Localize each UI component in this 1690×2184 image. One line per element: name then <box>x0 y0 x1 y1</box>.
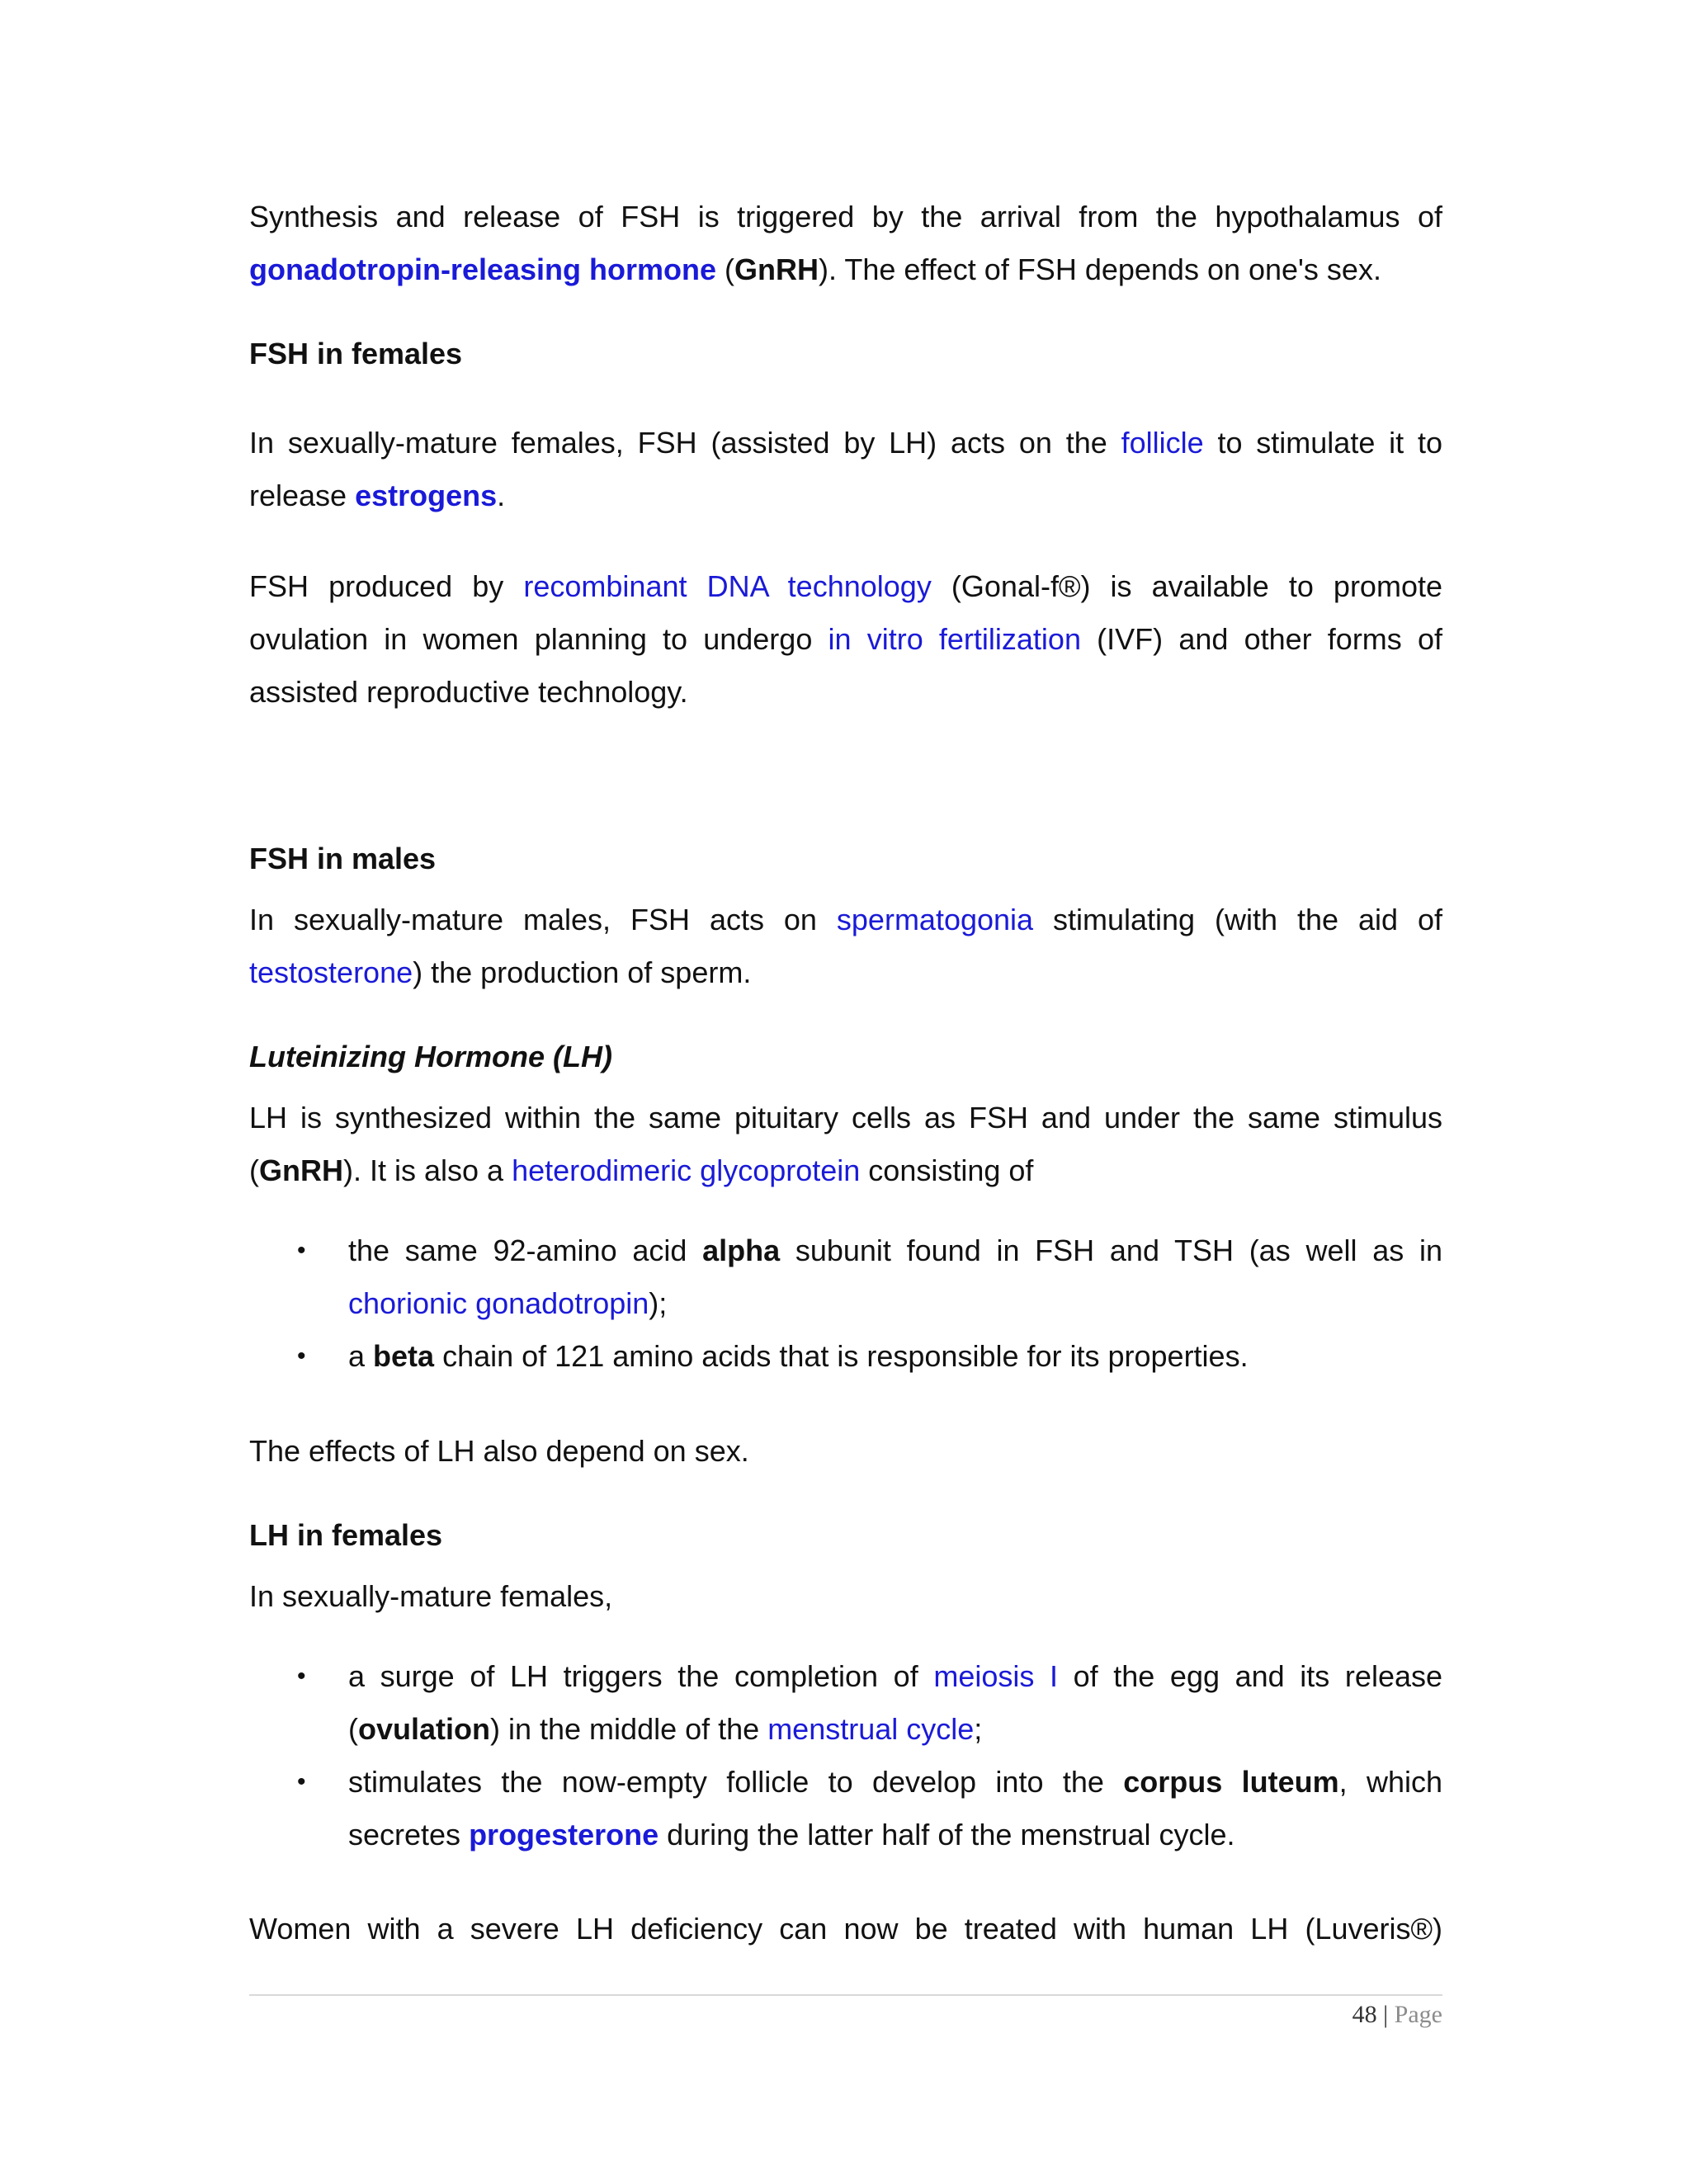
link-progesterone[interactable]: progesterone <box>469 1818 659 1851</box>
text: , which secretes <box>348 1765 1443 1851</box>
text: FSH produced by <box>249 569 524 603</box>
bullet-icon: • <box>297 1663 306 1690</box>
list-item-text <box>348 1224 1442 1330</box>
link-in-vitro-fertilization[interactable]: in vitro fertilization <box>828 622 1081 656</box>
heading-fsh-in-males: FSH in males <box>249 842 437 875</box>
document-page <box>249 0 1442 2184</box>
link-gonadotropin-releasing-hormone[interactable]: gonadotropin-releasing hormone <box>249 252 717 286</box>
link-recombinant-dna-technology[interactable]: recombinant DNA technology <box>523 569 932 603</box>
list-item-text <box>348 1650 1442 1756</box>
bullet-icon: • <box>297 1768 306 1795</box>
text: LH is synthesized within the same pituitary cells as FSH and under the same stimulus ( <box>249 1101 1442 1187</box>
text: (Gonal-f®) is available to promote ovulation in women planning to undergo <box>249 569 1442 656</box>
paragraph-recombinant-fsh <box>249 560 1442 719</box>
text: a <box>348 1339 374 1373</box>
bold-alpha: alpha <box>702 1234 781 1267</box>
bold-ovulation: ovulation <box>358 1712 490 1746</box>
bold-gnrh: GnRH <box>734 252 819 286</box>
paragraph-lh-deficiency: Women with a severe LH deficiency can now be treated with human LH (Luveris®) <box>249 1912 1442 1946</box>
list-item-text <box>348 1756 1442 1861</box>
list-item-text <box>348 1330 1442 1383</box>
text: to stimulate it to release <box>249 426 1443 512</box>
page-footer <box>1352 1997 1442 2033</box>
page-label: Page <box>1394 2001 1442 2028</box>
text: . <box>497 479 506 512</box>
bold-beta: beta <box>373 1339 435 1373</box>
paragraph-fsh-females <box>249 417 1442 522</box>
paragraph-lh-synthesis <box>249 1092 1442 1197</box>
page-number: 48 <box>1352 2001 1377 2028</box>
text: stimulates the now-empty follicle to develop into the <box>348 1765 1124 1799</box>
text: ). The effect of FSH depends on one's sex. <box>819 252 1381 286</box>
text: (IVF) and other forms of assisted reproductive technology. <box>249 622 1443 709</box>
text: In sexually-mature males, FSH acts on <box>249 903 837 936</box>
bullet-icon: • <box>297 1237 306 1264</box>
footer-divider <box>249 1994 1442 1996</box>
text: ); <box>649 1286 668 1320</box>
footer-separator: | <box>1376 2001 1395 2028</box>
link-testosterone[interactable]: testosterone <box>249 955 413 989</box>
text: ). It is also a <box>343 1153 512 1187</box>
link-heterodimeric-glycoprotein[interactable]: heterodimeric glycoprotein <box>512 1153 861 1187</box>
bullet-icon: • <box>297 1342 306 1370</box>
link-chorionic-gonadotropin[interactable]: chorionic gonadotropin <box>348 1286 649 1320</box>
paragraph-fsh-synthesis <box>249 191 1442 296</box>
paragraph-fsh-males <box>249 894 1442 999</box>
text: ) in the middle of the <box>490 1712 768 1746</box>
text: In sexually-mature females, FSH (assisted by LH) acts on the <box>249 426 1121 460</box>
text: of the egg and its release ( <box>348 1659 1443 1746</box>
link-follicle[interactable]: follicle <box>1121 426 1204 460</box>
text: subunit found in FSH and TSH (as well as in <box>780 1234 1442 1267</box>
text: the same 92-amino acid <box>348 1234 703 1267</box>
text: a surge of LH triggers the completion of <box>348 1659 934 1693</box>
text: stimulating (with the aid of <box>1033 903 1442 936</box>
text: chain of 121 amino acids that is responsible for its properties. <box>434 1339 1249 1373</box>
heading-luteinizing-hormone: Luteinizing Hormone (LH) <box>249 1040 612 1073</box>
heading-fsh-in-females: FSH in females <box>249 337 463 370</box>
link-estrogens[interactable]: estrogens <box>355 479 498 512</box>
text: ( <box>716 252 735 286</box>
link-meiosis-i[interactable]: meiosis I <box>933 1659 1058 1693</box>
link-spermatogonia[interactable]: spermatogonia <box>836 903 1034 936</box>
heading-lh-in-females: LH in females <box>249 1518 443 1552</box>
text: consisting of <box>860 1153 1034 1187</box>
bold-corpus-luteum: corpus luteum <box>1123 1765 1339 1799</box>
text: ; <box>974 1712 983 1746</box>
text: Synthesis and release of FSH is triggered by the arrival from the hypothalamus of <box>249 200 1442 233</box>
bold-gnrh: GnRH <box>259 1153 343 1187</box>
link-menstrual-cycle[interactable]: menstrual cycle <box>767 1712 975 1746</box>
paragraph-lh-effects: The effects of LH also depend on sex. <box>249 1434 749 1468</box>
paragraph-lh-females-intro: In sexually-mature females, <box>249 1579 613 1613</box>
text: during the latter half of the menstrual cycle. <box>659 1818 1235 1851</box>
text: ) the production of sperm. <box>413 955 752 989</box>
